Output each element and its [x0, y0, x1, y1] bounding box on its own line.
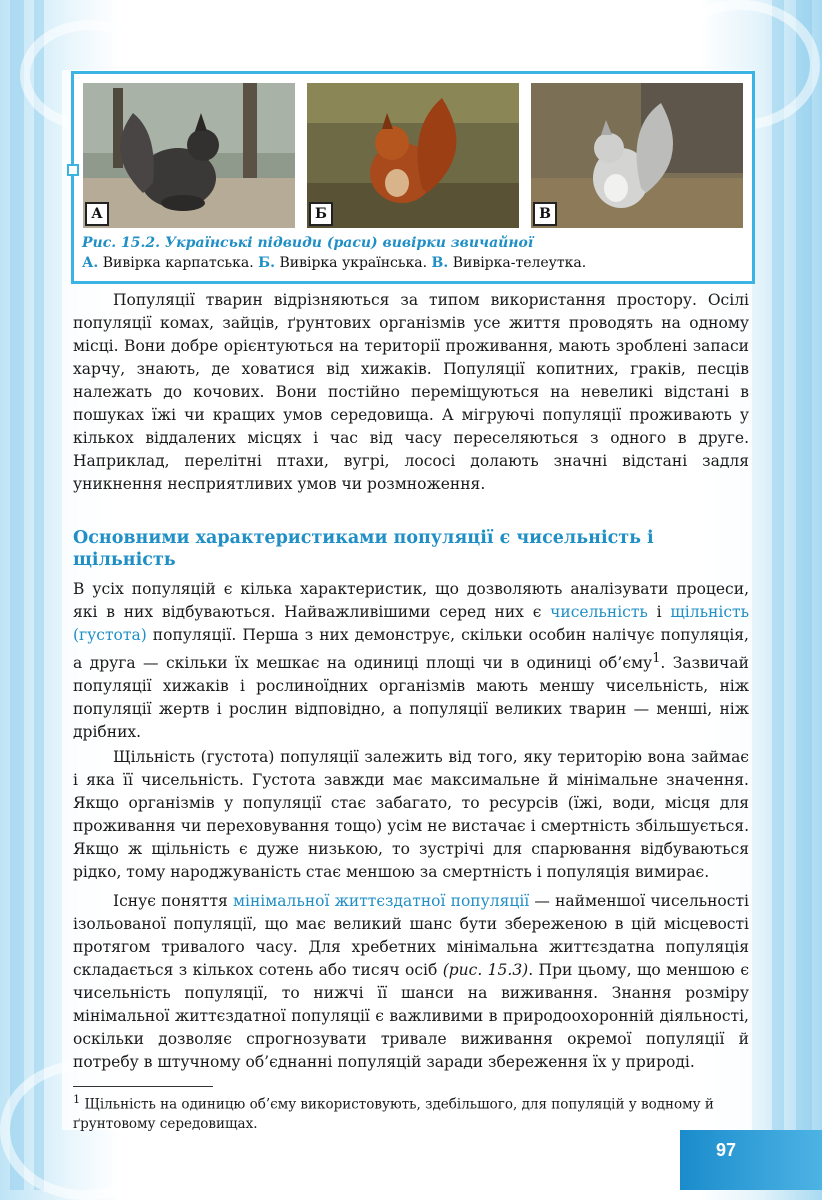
background-stripe [772, 0, 784, 1190]
term-density: щільність (густота) [73, 603, 750, 644]
footnote [73, 1090, 749, 1134]
footnote-mark: 1 [73, 1093, 81, 1106]
page-number-box [680, 1130, 822, 1190]
footnote-text: Щільність на одиницю об’єму використовують, здебільшого, для популяцій у водному й ґрунтовому середовищах. [73, 1096, 714, 1132]
legend-key: А. [82, 255, 99, 271]
figure-caption-legend [82, 255, 586, 271]
legend-text: Вивірка українська. [275, 255, 432, 271]
text-run: . Зазвичай популяції хижаків і рослиноїдних організмів мають меншу чисельність, ніж популяції жертв і рослин відповідно, а популяції великих тварин — менші, ніж дрібних. [73, 654, 749, 742]
text-run: і [647, 603, 671, 621]
selection-handle[interactable] [67, 164, 79, 176]
background-stripe [796, 0, 812, 1190]
photo-teleut-squirrel [531, 83, 743, 228]
paragraph-characteristics [73, 578, 749, 744]
legend-key: В. [431, 255, 449, 271]
legend-key: Б. [258, 255, 276, 271]
paragraph-space-use: Популяції тварин відрізняються за типом використання простору. Осілі популяції комах, зайців, ґрунтових організмів усе життя проводять на одному місці. Вони добре орієнтуються на території проживання, мають зроблені запаси харчу, знають, де ховатися від хижаків. Популяції копитних, граків, песців належать до кочових. Вони постійно переміщуються на невеликі відстані в пошуках їжі чи кращих умов середовища. А мігруючі популяції проживають у кількох віддалених місцях і час від часу переселяються з одного в друге. Наприклад, перелітні птахи, вугрі, лососі долають значні відстані задля уникнення несприятливих умов чи розмноження. [73, 291, 749, 493]
page-number: 97 [715, 1140, 737, 1160]
paragraph-density: Щільність (густота) популяції залежить від того, яку територію вона займає і яка її чисельність. Густота завжди має максимальне й мінімальне значення. Якщо організмів у популяції стає забагато, то ресурсів (їжі, води, місця для проживання чи переховування тощо) усім не вистачає і смертність збільшується. Якщо ж щільність є дуже низькою, то зустрічі для спарювання відбуваються рідко, тому народжуваність стає меншою за смертність і популяція вимирає. [73, 748, 749, 881]
background-stripe [10, 0, 24, 1190]
text-run: — найменшої чисельності ізольованої популяції, що має великий шанс бути збереженою в цій місцевості протягом тривалого часу. Для хребетних мінімальна життєздатна популяція складається з кількох сотень або тисяч осіб [73, 892, 749, 979]
figure-15-2 [71, 71, 755, 284]
photo-label: А [85, 202, 109, 226]
figure-reference: (рис. 15.3) [442, 961, 529, 979]
photo-carpathian-squirrel [83, 83, 295, 228]
background-stripe [34, 0, 44, 1190]
text-run: В усіх популяцій є кілька характеристик, що дозволяють аналізувати процеси, які в них відбуваються. Найважливішими серед них є [73, 580, 749, 621]
legend-text: Вивірка-телеутка. [448, 255, 587, 271]
term-mvp: мінімальної життєздатної популяції [232, 892, 530, 910]
photo-label: В [533, 202, 557, 226]
legend-text: Вивірка карпатська. [98, 255, 259, 271]
figure-caption-title: Рис. 15.2. Українські підвиди (раси) вивірки звичайної [82, 235, 534, 251]
photo-label: Б [309, 202, 333, 226]
paragraph-mvp [73, 890, 749, 1074]
term-abundance: чисельність [550, 603, 648, 621]
footnote-ref: 1 [652, 651, 661, 666]
text-run: популяції. Перша з них демонструє, скільки особин налічує популяція, а друга — скільки їх мешкає на одиниці площі чи в одиниці об’єму [73, 626, 749, 673]
text-run: Існує поняття [113, 892, 233, 910]
text-run: . При цьому, що меншою є чисельність популяції, то нижчі її шанси на виживання. Знання розміру мінімальної життєздатної популяції є важливими в природоохоронній діяльності, оскільки дозволяє спрогнозувати тривале виживання окремої популяції й потребу в штучному об’єднанні популяцій заради збереження їх у природі. [73, 961, 749, 1071]
section-heading: Основними характеристиками популяції є чисельність і щільність [73, 528, 654, 570]
photo-ukrainian-squirrel [307, 83, 519, 228]
footnote-divider [73, 1086, 213, 1087]
